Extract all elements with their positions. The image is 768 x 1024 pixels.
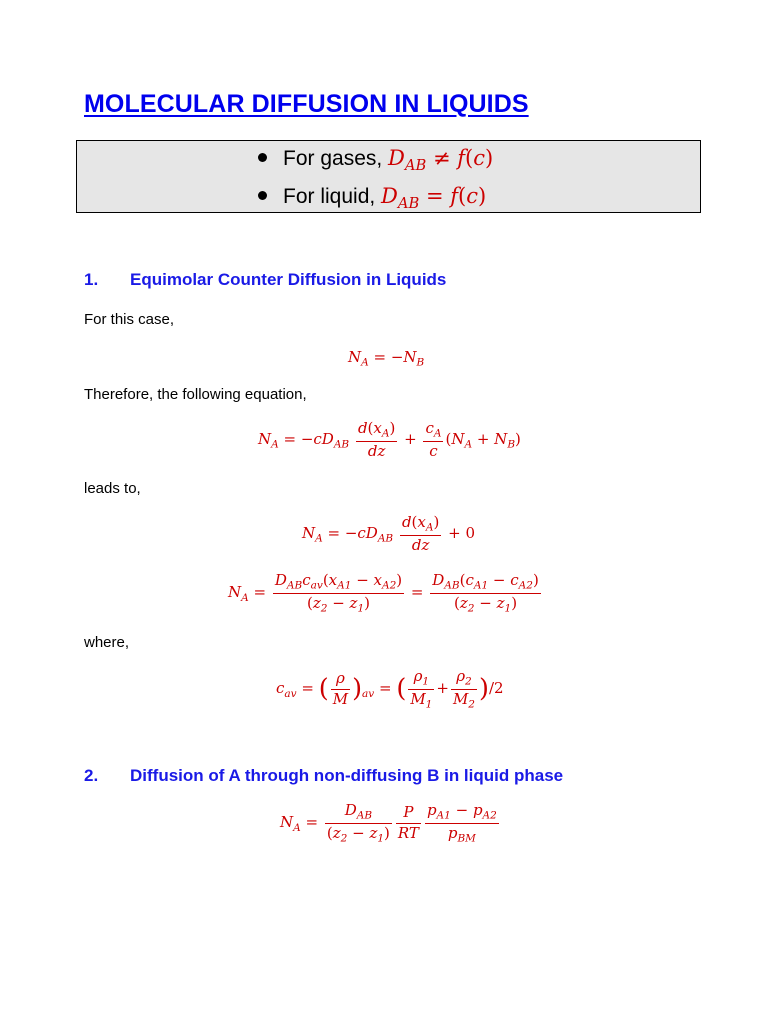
page-title: MOLECULAR DIFFUSION IN LIQUIDS: [84, 90, 529, 118]
bullet-gases-text: For gases,: [283, 147, 389, 170]
bullet-dot-icon: [258, 153, 267, 162]
section2-heading: Diffusion of A through non-diffusing B in liquid phase: [130, 766, 564, 785]
bullet-gases-math: $D_{AB} \ne f(c)$: [388, 146, 494, 175]
equation-6: $N_A$ = $\frac{D_{AB}}{(z_2 - z_1)}$ $\frac{P}{RT}$ $\frac{p_{A1} - p_{A2}}{p_{BM}}$: [280, 801, 497, 845]
text-leads-to: leads to,: [84, 480, 141, 497]
equation-5: $c_{av}$ = ( $\frac{\rho}{M}$ )$_{av}$ = ( $\frac{\rho_1}{M_1}$ + $\frac{\rho_2}{M_2}$ )/2: [276, 667, 504, 711]
equation-1: $N_A = -N_B$: [348, 348, 425, 369]
equation-3: $N_A = -cD_{AB}$ $\frac{d(x_A)}{dz}$ + 0: [302, 513, 475, 554]
section2-number: 2.: [84, 766, 99, 785]
bullet-liquid-math: $D_{AB} = f(c)$: [381, 184, 487, 213]
section1-heading: Equimolar Counter Diffusion in Liquids: [130, 270, 447, 289]
bullet-gases: [258, 146, 493, 174]
section1-number: 1.: [84, 270, 99, 289]
text-therefore: Therefore, the following equation,: [84, 386, 307, 403]
equation-4: $N_A$ = $\frac{D_{AB}c_{av}(x_{A1} - x_{A2})}{(z_2 - z_1)}$ = $\frac{D_{AB}(c_{A1} - c_{A2})}{(z_2 - z_1)}$: [228, 571, 539, 615]
bullet-liquid: [258, 184, 486, 212]
text-where: where,: [84, 634, 130, 651]
bullet-dot-icon: [258, 191, 267, 200]
bullet-liquid-text: For liquid,: [283, 185, 382, 208]
text-for-this-case: For this case,: [84, 311, 175, 328]
equation-2: $N_A = -cD_{AB}$ $\frac{d(x_A)}{dz}$ + $\frac{c_A}{c}$ $(N_A + N_B)$: [258, 419, 521, 460]
